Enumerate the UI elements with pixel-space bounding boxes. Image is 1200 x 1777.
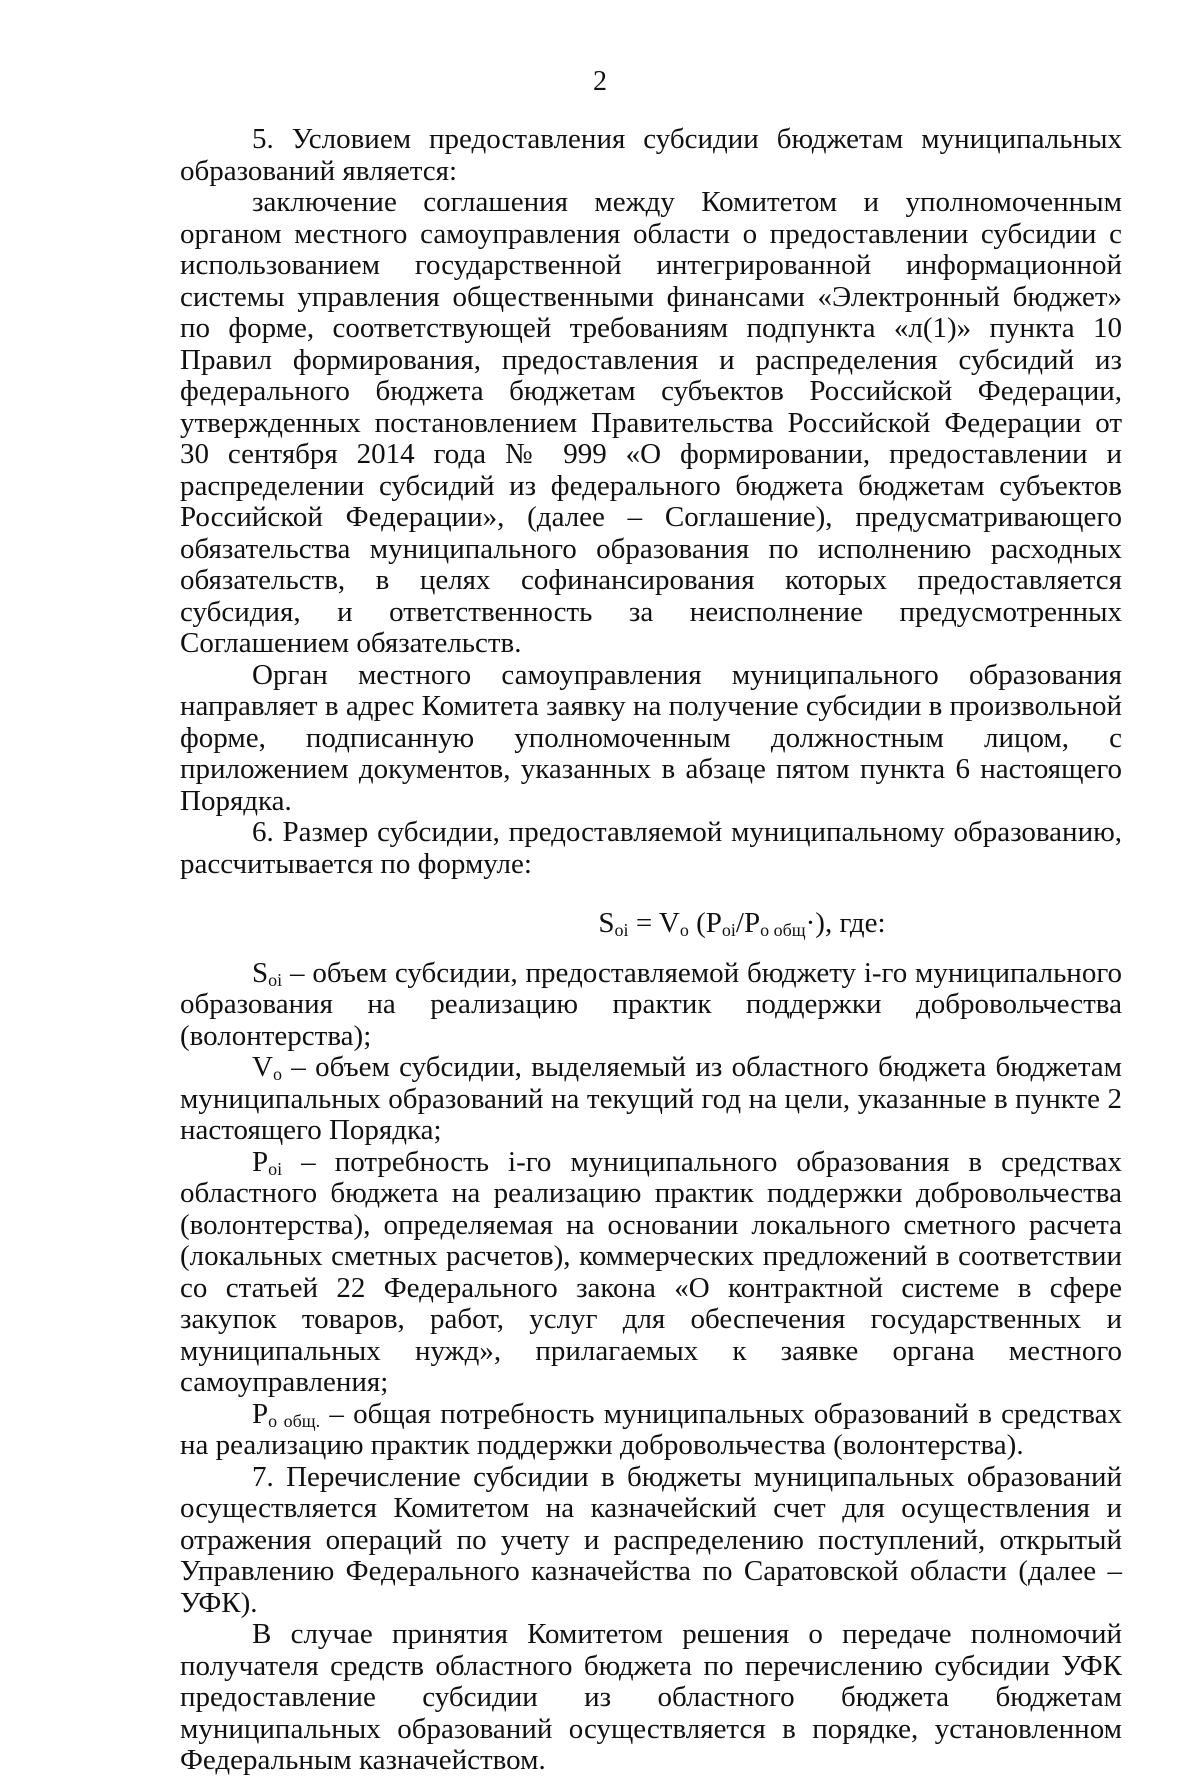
definition-subscript: oi (268, 969, 283, 990)
paragraph-5-condition: 5. Условием предоставления субсидии бюджетам муниципальных образований является: (180, 123, 1122, 187)
definition-subscript: o (272, 1064, 282, 1084)
definition-p (180, 1147, 1122, 1399)
document-body (180, 124, 1122, 1777)
paragraph-6-size: 6. Размер субсидии, предоставляемой муниципальному образованию, рассчитывается по формуле: (180, 816, 1122, 880)
page-number: 2 (593, 66, 607, 97)
definition-symbol: V (252, 1051, 273, 1083)
definition-v (180, 1052, 1122, 1147)
definition-p-total (180, 1399, 1122, 1462)
formula-s: S (598, 907, 615, 939)
definition-text: – объем субсидии, выделяемый из областного бюджета бюджетам муниципальных образований на текущий год на цели, указанные в пункте 2 настоящего Порядка; (180, 1051, 1122, 1146)
formula-v-sub: o (679, 920, 689, 940)
definition-text: – объем субсидии, предоставляемой бюджету i-го муниципального образования на реализацию практик поддержки добровольчества (волонтерства); (180, 956, 1122, 1052)
definition-text: – потребность i-го муниципального образования в средствах областного бюджета на реализацию практик поддержки добровольчества (волонтерства), определяемая на основании локального сметного расчета (локальных сметных расчетов), коммерческих предложений в соответствии со статьей 22 Федерального закона «О контрактной системе в сфере закупок товаров, работ, услуг для обеспечения государственных и муниципальных нужд», прилагаемых к заявке органа местного самоуправления; (180, 1145, 1122, 1398)
paragraph-application: Орган местного самоуправления муниципального образования направляет в адрес Комитета заявку на получение субсидии в произвольной форме, подписанную уполномоченным должностным лицом, с приложением документов, указанных в абзаце пятом пункта 6 настоящего Порядка. (180, 658, 1122, 817)
definition-subscript: o общ. (268, 1410, 321, 1431)
formula-open: (P (688, 907, 722, 939)
formula-p-sub: oi (721, 920, 736, 940)
paragraph-agreement: заключение соглашения между Комитетом и уполномоченным органом местного самоуправления области о предоставлении субсидии с использованием государственной интегрированной информационной системы управления общественными финансами «Электронный бюджет» по форме, соответствующей требованиям подпункта «л(1)» пункта 10 Правил формирования, предоставления и распределения субсидий из федерального бюджета бюджетам субъектов Российской Федерации, утвержденных постановлением Правительства Российской Федерации от 30 сентября 2014 года № 999 «О формировании, предоставлении и распределении субсидий из федерального бюджета бюджетам субъектов Российской Федерации», (далее – Соглашение), предусматривающего обязательства муниципального образования по исполнению расходных обязательств, в целях софинансирования которых предоставляется субсидия, и ответственность за неисполнение предусмотренных Соглашением обязательств. (180, 186, 1122, 659)
definition-symbol: S (252, 956, 269, 989)
paragraph-7-transfer: 7. Перечисление субсидии в бюджеты муниципальных образований осуществляется Комитетом на казначейский счет для осуществления и отражения операций по учету и распределению поступлений, открытый Управлению Федерального казначейства по Саратовской области (далее – УФК). (180, 1460, 1122, 1619)
formula-slash: /P (735, 907, 761, 939)
definition-s (180, 958, 1122, 1053)
formula-close: ·), где: (805, 907, 886, 939)
formula-s-sub: oi (614, 920, 629, 940)
definition-symbol: P (252, 1145, 269, 1178)
definition-symbol: P (252, 1397, 269, 1430)
paragraph-ufk-delegation: В случае принятия Комитетом решения о передаче полномочий получателя средств областного бюджета по перечислению субсидии УФК предоставление субсидии из областного бюджета бюджетам муниципальных образований осуществляется в порядке, установленном Федеральным казначейством. (180, 1618, 1122, 1776)
formula-eq: = V (628, 907, 680, 939)
definition-text: – общая потребность муниципальных образований в средствах на реализацию практик поддержки добровольчества (волонтерства). (180, 1397, 1122, 1461)
formula-ptotal-sub: o общ (760, 920, 806, 940)
definition-subscript: oi (268, 1158, 283, 1179)
subsidy-formula (180, 908, 1122, 940)
